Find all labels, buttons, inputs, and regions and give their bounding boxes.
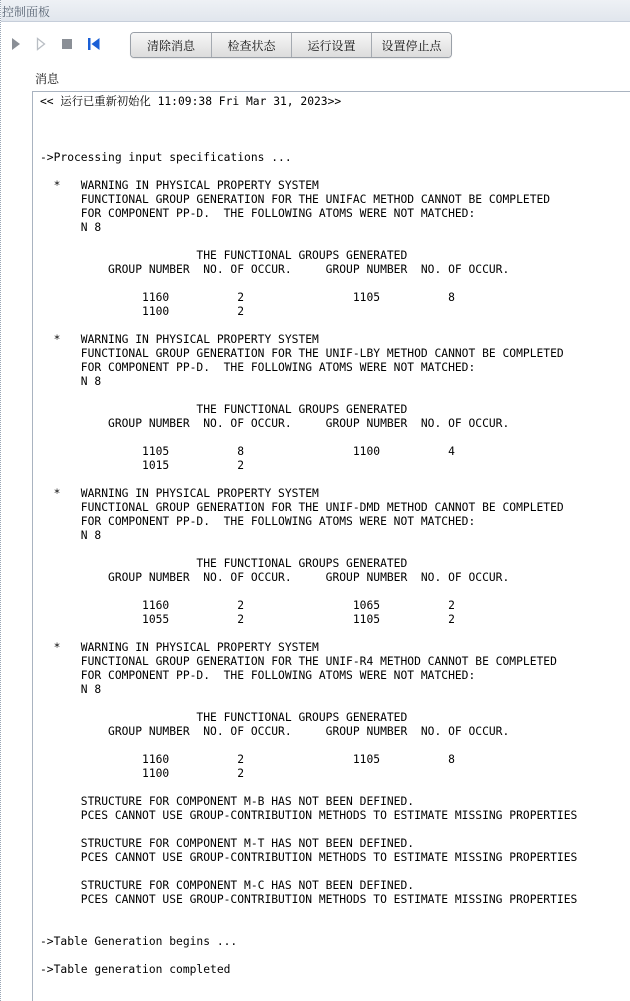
toolbar bbox=[1, 24, 630, 64]
window-title: 控制面板 bbox=[2, 5, 51, 19]
play-icon[interactable] bbox=[9, 37, 23, 51]
title-bar bbox=[1, 0, 630, 22]
messages-text: << 运行已重新初始化 11:09:38 Fri Mar 31, 2023>> ->Processing input specifications ... * WARNING IN PHYSICAL PROPERTY SYSTEM FUNCTIONAL GROUP GENERATION FOR THE UNIFAC METHOD CANNOT BE COMPLETED FOR COMPONENT PP-D. THE FOLLOWING ATOMS WERE NOT MATCHED: N 8 THE FUNCTIONAL GROUPS GENERATED GROUP NUMBER NO. OF OCCUR. GROUP NUMBER NO. OF OCCUR. 1160 2 1105 8 1100 2 * WARNING IN PHYSICAL PROPERTY SYSTEM FUNCTIONAL GROUP GENERATION FOR THE UNIF-LBY METHOD CANNOT BE COMPLETED FOR COMPONENT PP-D. THE FOLLOWING ATOMS WERE NOT MATCHED: N 8 THE FUNCTIONAL GROUPS GENERATED GROUP NUMBER NO. OF OCCUR. GROUP NUMBER NO. OF OCCUR. 1105 8 1100 4 1015 2 * WARNING IN PHYSICAL PROPERTY SYSTEM FUNCTIONAL GROUP GENERATION FOR THE UNIF-DMD METHOD CANNOT BE COMPLETED FOR COMPONENT PP-D. THE FOLLOWING ATOMS WERE NOT MATCHED: N 8 THE FUNCTIONAL GROUPS GENERATED GROUP NUMBER NO. OF OCCUR. GROUP NUMBER NO. OF OCCUR. 1160 2 1065 2 1055 2 1105 2 * WARNING IN PHYSICAL PROPERTY SYSTEM FUNCTIONAL GROUP GENERATION FOR THE UNIF-R4 METHOD CANNOT BE COMPLETED FOR COMPONENT PP-D. THE FOLLOWING ATOMS WERE NOT MATCHED: N 8 THE FUNCTIONAL GROUPS GENERATED GROUP NUMBER NO. OF OCCUR. GROUP NUMBER NO. OF OCCUR. 1160 2 1105 8 1100 2 STRUCTURE FOR COMPONENT M-B HAS NOT BEEN DEFINED. PCES CANNOT USE GROUP-CONTRIBUTION METHODS TO ESTIMATE MISSING PROPERTIES STRUCTURE FOR COMPONENT M-T HAS NOT BEEN DEFINED. PCES CANNOT USE GROUP-CONTRIBUTION METHODS TO ESTIMATE MISSING PROPERTIES STRUCTURE FOR COMPONENT M-C HAS NOT BEEN DEFINED. PCES CANNOT USE GROUP-CONTRIBUTION METHODS TO ESTIMATE MISSING PROPERTIES ->Table Generation begins ... ->Table generation completed bbox=[40, 95, 578, 976]
reset-icon[interactable] bbox=[87, 37, 101, 51]
check-status-button[interactable]: 检查状态 bbox=[212, 33, 292, 57]
stop-icon[interactable] bbox=[60, 37, 74, 51]
toolbar-button-group bbox=[130, 32, 452, 58]
set-stop-point-button[interactable]: 设置停止点 bbox=[372, 33, 451, 57]
messages-label: 消息 bbox=[35, 72, 60, 86]
step-icon[interactable] bbox=[34, 37, 48, 51]
run-settings-button[interactable]: 运行设置 bbox=[292, 33, 372, 57]
clear-messages-button[interactable]: 清除消息 bbox=[131, 33, 212, 57]
messages-panel[interactable] bbox=[32, 91, 630, 1001]
